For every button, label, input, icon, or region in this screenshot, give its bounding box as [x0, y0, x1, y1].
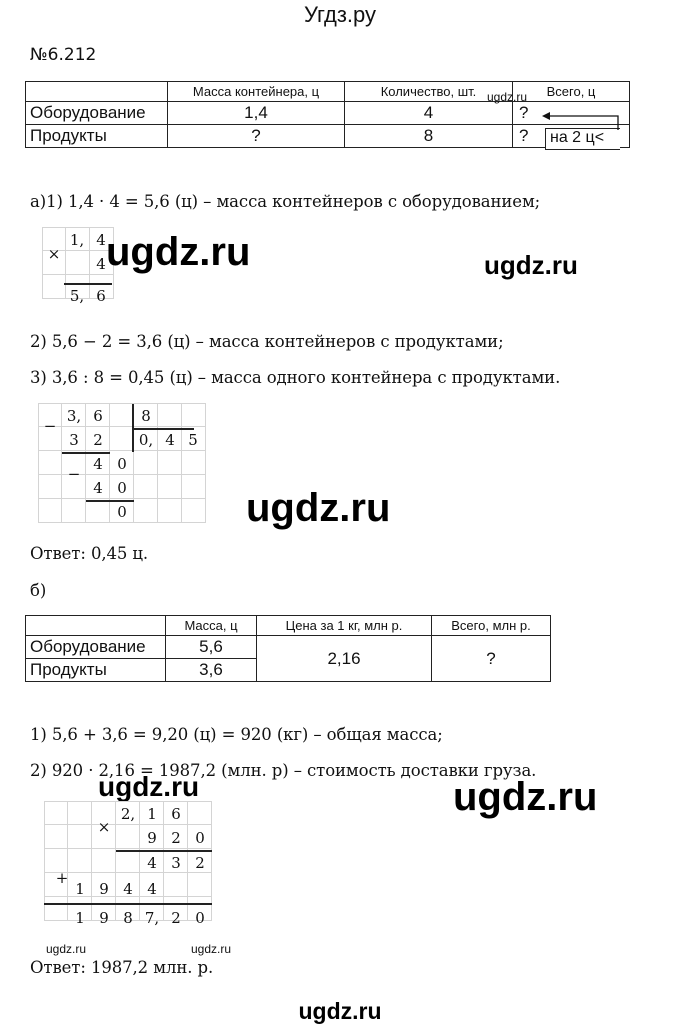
- solution-line: а)1) 1,4 · 4 = 5,6 (ц) – масса контейнеров с оборудованием;: [30, 192, 541, 211]
- grid-digit: 9: [99, 880, 109, 898]
- watermark: ugdz.ru: [298, 998, 382, 1024]
- grid-cell: [66, 251, 90, 275]
- grid-cell: [38, 451, 62, 475]
- table-cell: Продукты: [26, 125, 168, 148]
- solution-line: 2) 920 · 2,16 = 1987,2 (млн. р) – стоимость доставки груза.: [30, 761, 537, 780]
- table-header-cell: Количество, шт.: [345, 82, 513, 102]
- sum-line: [44, 903, 212, 905]
- grid-cell: [86, 499, 110, 523]
- grid-cell: [42, 275, 66, 299]
- grid-cell: [188, 801, 212, 825]
- grid-cell: [38, 475, 62, 499]
- grid-cell: [158, 499, 182, 523]
- grid-digit: 7,: [144, 909, 160, 927]
- grid-cell: [62, 499, 86, 523]
- table-header-cell: Всего, млн р.: [432, 616, 551, 636]
- grid-digit: 6: [93, 407, 103, 425]
- grid-digit: 1,: [69, 231, 85, 249]
- grid-digit: 0: [117, 503, 127, 521]
- grid-digit: 3: [171, 854, 181, 872]
- grid-cell: [182, 475, 206, 499]
- watermark: ugdz.ru: [484, 250, 578, 280]
- subtract-line: [86, 500, 134, 502]
- grid-digit: 3,: [66, 407, 82, 425]
- solution-line: 1) 5,6 + 3,6 = 9,20 (ц) = 920 (кг) – общая масса;: [30, 725, 443, 744]
- grid-digit: 2,: [120, 805, 136, 823]
- grid-digit: 5,: [69, 287, 85, 305]
- table-row: [26, 102, 630, 125]
- grid-digit: 4: [96, 231, 106, 249]
- grid-cell: [164, 873, 188, 897]
- watermark: ugdz.ru: [46, 942, 87, 956]
- watermark: ugdz.ru: [191, 942, 232, 956]
- grid-digit: 1: [75, 880, 85, 898]
- table-cell: 8: [345, 125, 513, 148]
- table-cell: ?: [432, 636, 551, 682]
- grid-digit: 9: [147, 829, 157, 847]
- grid-digit: 4: [93, 479, 103, 497]
- table-cell: 5,6: [166, 636, 257, 659]
- comparison-label: на 2 ц<: [550, 129, 605, 146]
- table-cell: Продукты: [26, 659, 166, 682]
- grid-cell: [116, 825, 140, 849]
- grid-digit: 8: [141, 407, 151, 425]
- grid-cell: [68, 801, 92, 825]
- grid-cell: [110, 427, 134, 451]
- grid-digit: 1: [147, 805, 157, 823]
- table-cell: ?: [168, 125, 345, 148]
- subtract-line: [62, 452, 110, 454]
- answer-line: Ответ: 1987,2 млн. р.: [30, 958, 214, 977]
- watermark: ugdz.ru: [246, 486, 391, 530]
- grid-digit: 4: [147, 880, 157, 898]
- data-table-b: [25, 615, 551, 682]
- grid-cell: [182, 499, 206, 523]
- division-bar: [132, 428, 194, 430]
- part-label: б): [30, 581, 47, 600]
- grid-cell: [68, 825, 92, 849]
- table-header-cell: Масса, ц: [166, 616, 257, 636]
- grid-digit: 4: [147, 854, 157, 872]
- site-title: Угдз.ру: [303, 2, 377, 27]
- grid-cell: [116, 849, 140, 873]
- grid-cell: [134, 475, 158, 499]
- grid-cell: [188, 873, 212, 897]
- minus-sign: −: [67, 465, 81, 483]
- grid-digit: 0: [195, 909, 205, 927]
- grid-digit: 2: [171, 909, 181, 927]
- solution-line: 2) 5,6 − 2 = 3,6 (ц) – масса контейнеров с продуктами;: [30, 332, 504, 351]
- table-cell: ?: [513, 102, 630, 125]
- table-header-cell: Цена за 1 кг, млн р.: [257, 616, 432, 636]
- grid-cell: [134, 451, 158, 475]
- grid-cell: [92, 849, 116, 873]
- solution-line: 3) 3,6 : 8 = 0,45 (ц) – масса одного контейнера с продуктами.: [30, 368, 561, 387]
- grid-cell: [182, 403, 206, 427]
- answer-line: Ответ: 0,45 ц.: [30, 544, 149, 563]
- grid-digit: 4: [165, 431, 175, 449]
- table-cell: 2,16: [257, 636, 432, 682]
- table-header-cell: [26, 82, 168, 102]
- grid-cell: [110, 403, 134, 427]
- multiply-sign: ×: [97, 818, 111, 836]
- table-header-cell: [26, 616, 166, 636]
- grid-digit: 2: [171, 829, 181, 847]
- grid-digit: 0: [195, 829, 205, 847]
- table-header-cell: Масса контейнера, ц: [168, 82, 345, 102]
- grid-digit: 2: [195, 854, 205, 872]
- grid-digit: 1: [75, 909, 85, 927]
- grid-digit: 2: [93, 431, 103, 449]
- grid-digit: 6: [171, 805, 181, 823]
- grid-cell: [44, 897, 68, 921]
- grid-cell: [134, 499, 158, 523]
- watermark: ugdz.ru: [487, 90, 528, 104]
- multiply-sign: ×: [47, 245, 61, 263]
- grid-digit: 4: [96, 255, 106, 273]
- grid-digit: 0: [117, 455, 127, 473]
- grid-cell: [182, 451, 206, 475]
- table-row: [26, 636, 551, 659]
- plus-sign: +: [55, 869, 69, 887]
- grid-cell: [44, 801, 68, 825]
- grid-cell: [44, 825, 68, 849]
- grid-digit: 9: [99, 909, 109, 927]
- comparison-arrow-icon: [540, 108, 620, 132]
- grid-digit: 8: [123, 909, 133, 927]
- watermark: ugdz.ru: [453, 775, 598, 819]
- grid-digit: 0,: [138, 431, 154, 449]
- grid-cell: [158, 451, 182, 475]
- grid-cell: [158, 403, 182, 427]
- table-cell: Оборудование: [26, 636, 166, 659]
- table-cell: 3,6: [166, 659, 257, 682]
- table-header-cell: Всего, ц: [513, 82, 630, 102]
- grid-cell: [158, 475, 182, 499]
- watermark: ugdz.ru: [98, 771, 200, 802]
- minus-sign: −: [43, 417, 57, 435]
- grid-digit: 6: [96, 287, 106, 305]
- task-number: №6.212: [30, 45, 97, 65]
- table-row: [26, 125, 630, 148]
- grid-digit: 0: [117, 479, 127, 497]
- table-cell-value: ?: [519, 126, 529, 145]
- grid-digit: 4: [93, 455, 103, 473]
- table-cell: 4: [345, 102, 513, 125]
- grid-digit: 3: [69, 431, 79, 449]
- table-cell: 1,4: [168, 102, 345, 125]
- watermark: ugdz.ru: [106, 230, 251, 274]
- grid-digit: 4: [123, 880, 133, 898]
- table-cell: Оборудование: [26, 102, 168, 125]
- grid-cell: [38, 499, 62, 523]
- grid-digit: 5: [188, 431, 198, 449]
